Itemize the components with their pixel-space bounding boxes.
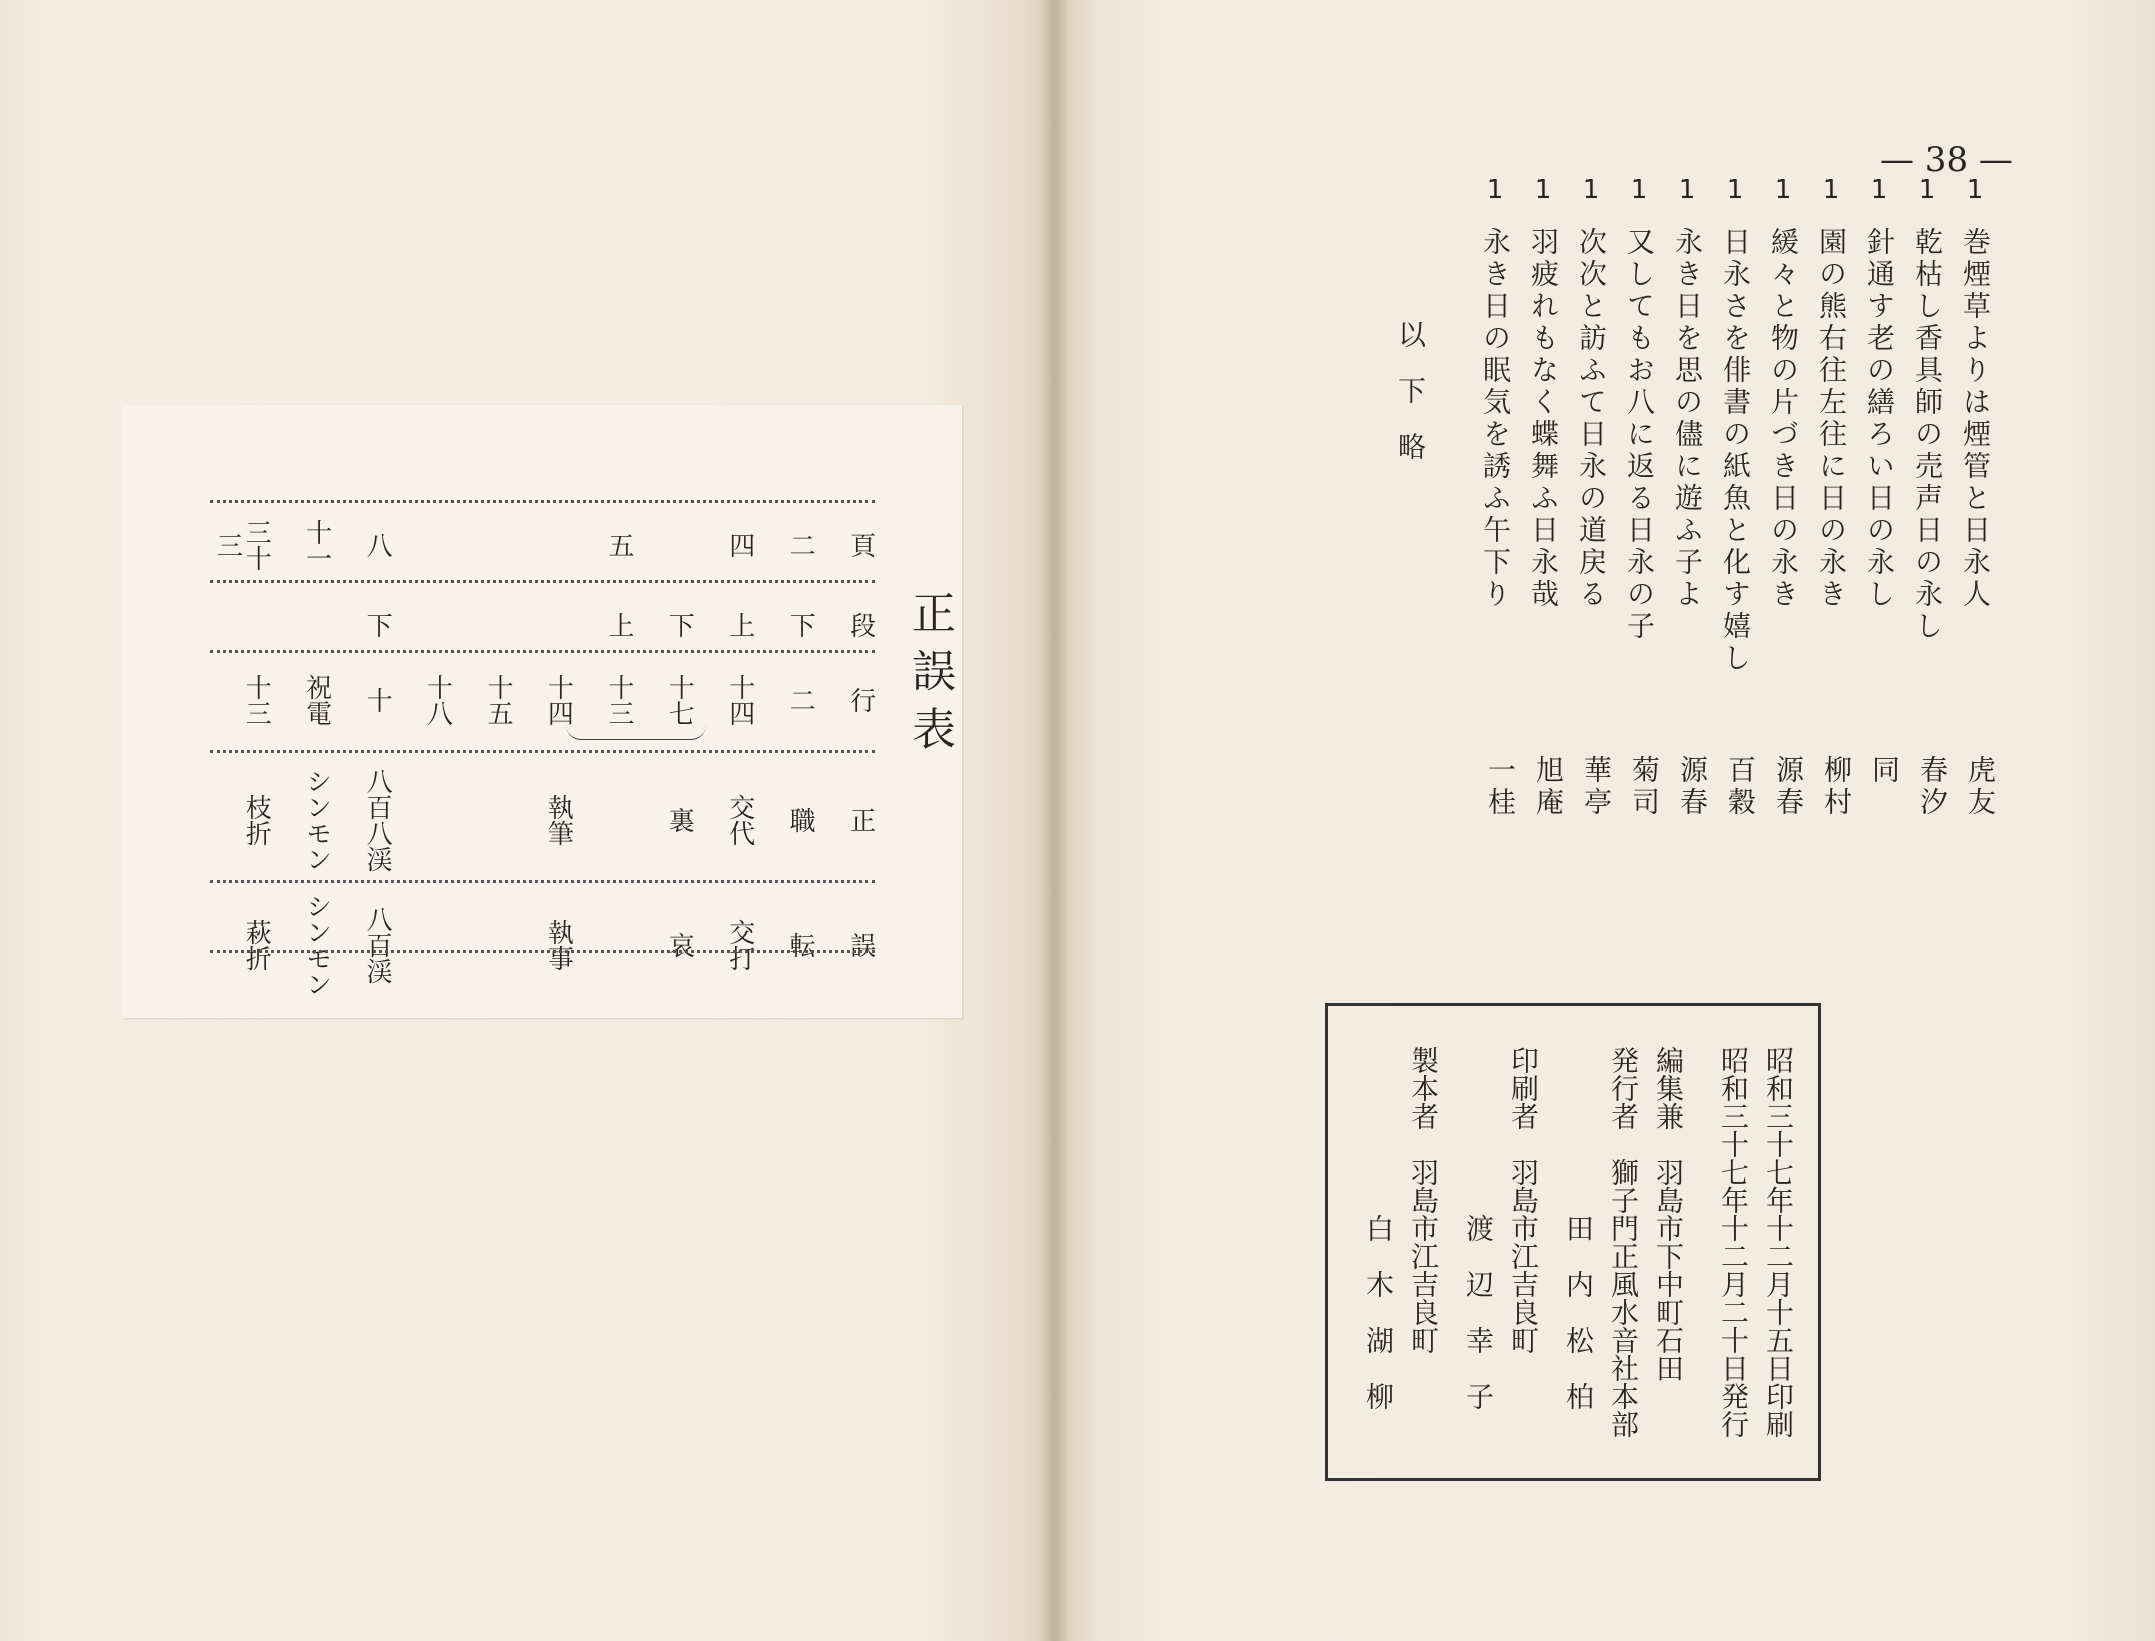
cell: 執筆: [543, 794, 574, 846]
divider: [210, 580, 875, 583]
haiku-line: 1 羽疲れもなく蝶舞ふ日永哉: [1527, 175, 1560, 611]
cell: 十七: [664, 674, 695, 726]
cell: 転: [785, 932, 816, 958]
haiku-author: 春汐: [1916, 755, 1949, 819]
errata-row-gyo: [210, 665, 875, 735]
cell: シンモン: [301, 893, 332, 997]
errata-row-go: [210, 890, 875, 1000]
cell: 十三: [241, 674, 272, 726]
errata-row-page: [210, 515, 875, 575]
errata-title: 正誤表: [904, 590, 955, 764]
cell: 十八: [422, 674, 453, 726]
cell: 八: [362, 532, 393, 558]
errata-row-sei: [210, 765, 875, 875]
cell: [573, 765, 633, 875]
haiku-author: 菊司: [1628, 755, 1661, 819]
haiku-author: 柳村: [1820, 755, 1853, 819]
cell: [392, 605, 452, 645]
cell: シンモン: [301, 768, 332, 872]
haiku-author: 華亭: [1580, 755, 1613, 819]
errata-slip: [122, 405, 962, 1018]
cell: 十一: [301, 519, 332, 571]
cell: [573, 890, 633, 1000]
haiku-author: 同: [1868, 755, 1901, 787]
cell: [452, 890, 512, 1000]
cell: 上: [724, 612, 755, 638]
divider: [210, 950, 875, 953]
cell: [452, 605, 512, 645]
header-sei: 正: [845, 807, 876, 833]
colophon-line: 昭和三十七年十二月十五日印刷: [1762, 1046, 1795, 1438]
cell: 下: [664, 612, 695, 638]
brace-mark: [566, 725, 706, 740]
cell: [392, 890, 452, 1000]
colophon-line: 白 木 湖 柳: [1362, 1046, 1395, 1410]
colophon-line: 発行者 獅子門正風水音社本部: [1607, 1046, 1640, 1438]
cell: 下: [362, 612, 393, 638]
cell: 執事: [543, 919, 574, 971]
haiku-line: 1 園の熊右往左往に日の永き: [1815, 175, 1848, 611]
cell: [633, 515, 693, 575]
header-page: 頁: [845, 532, 876, 558]
header-gyo: 行: [845, 687, 876, 713]
cell: 下: [785, 612, 816, 638]
cell: [452, 765, 512, 875]
colophon-line: 編集兼 羽島市下中町石田: [1652, 1046, 1685, 1382]
cell: 交打: [724, 919, 755, 971]
cell: [392, 765, 452, 875]
haiku-line: 1 日永さを俳書の紙魚と化す嬉し: [1719, 175, 1752, 675]
colophon-line: 製本者 羽島市江吉良町: [1407, 1046, 1440, 1354]
cell: 四: [724, 532, 755, 558]
haiku-line: 1 次次と訪ふて日永の道戻る: [1575, 175, 1608, 611]
cell: 十四: [543, 674, 574, 726]
cell: 交代: [724, 794, 755, 846]
cell: 二: [785, 532, 816, 558]
ika-ryaku: 以下略: [1394, 320, 1427, 488]
cell: 八百八渓: [362, 768, 393, 872]
cell: 十四: [724, 674, 755, 726]
haiku-line: 1 永き日を思の儘に遊ふ子よ: [1671, 175, 1704, 611]
haiku-author: 虎友: [1964, 755, 1997, 819]
cell: [512, 605, 572, 645]
cell: 萩折: [241, 919, 272, 971]
cell: 上: [603, 612, 634, 638]
cell: 裏: [664, 807, 695, 833]
cell: 祝電: [301, 674, 332, 726]
haiku-line: 1 針通す老の繕ろい日の永し: [1863, 175, 1896, 611]
book-gutter: [1040, 0, 1070, 1641]
cell: [392, 515, 452, 575]
cell: 十三: [603, 674, 634, 726]
header-dan: 段: [845, 612, 876, 638]
haiku-line: 1 乾枯し香具師の売声日の永し: [1911, 175, 1944, 643]
haiku-author: 源春: [1772, 755, 1805, 819]
haiku-author: 源春: [1676, 755, 1709, 819]
divider: [210, 500, 875, 503]
errata-row-dan: [210, 605, 875, 645]
haiku-author: 一桂: [1484, 755, 1517, 819]
divider: [210, 880, 875, 883]
haiku-author: 旭庵: [1532, 755, 1565, 819]
header-go: 誤: [845, 932, 876, 958]
haiku-author: 百穀: [1724, 755, 1757, 819]
colophon-line: 田 内 松 柏: [1562, 1046, 1595, 1410]
cell: [512, 515, 572, 575]
cell: 二: [785, 687, 816, 713]
cell: 八百渓: [362, 906, 393, 984]
cell: [210, 605, 270, 645]
cell: 十五: [482, 674, 513, 726]
cell: 十: [362, 687, 393, 713]
colophon-box: [1325, 1003, 1821, 1481]
cell: 五: [603, 532, 634, 558]
cell: [452, 515, 512, 575]
colophon-line: 印刷者 羽島市江吉良町: [1507, 1046, 1540, 1354]
haiku-line: 1 永き日の眠気を誘ふ午下り: [1479, 175, 1512, 611]
colophon-line: 昭和三十七年十二月二十日発行: [1717, 1046, 1750, 1438]
divider: [210, 750, 875, 753]
cell: 枝折: [241, 794, 272, 846]
divider: [210, 650, 875, 653]
colophon-line: 渡 辺 幸 子: [1462, 1046, 1495, 1410]
cell: [271, 605, 331, 645]
haiku-line: 1 巻煙草よりは煙管と日永人: [1959, 175, 1992, 611]
page-number: — 38 —: [1880, 140, 2013, 180]
haiku-line: 1 緩々と物の片づき日の永き: [1767, 175, 1800, 611]
haiku-line: 1 又してもお八に返る日永の子: [1623, 175, 1656, 643]
cell: 哀: [664, 932, 695, 958]
cell: 職: [785, 807, 816, 833]
cell: 三十三: [212, 519, 272, 571]
